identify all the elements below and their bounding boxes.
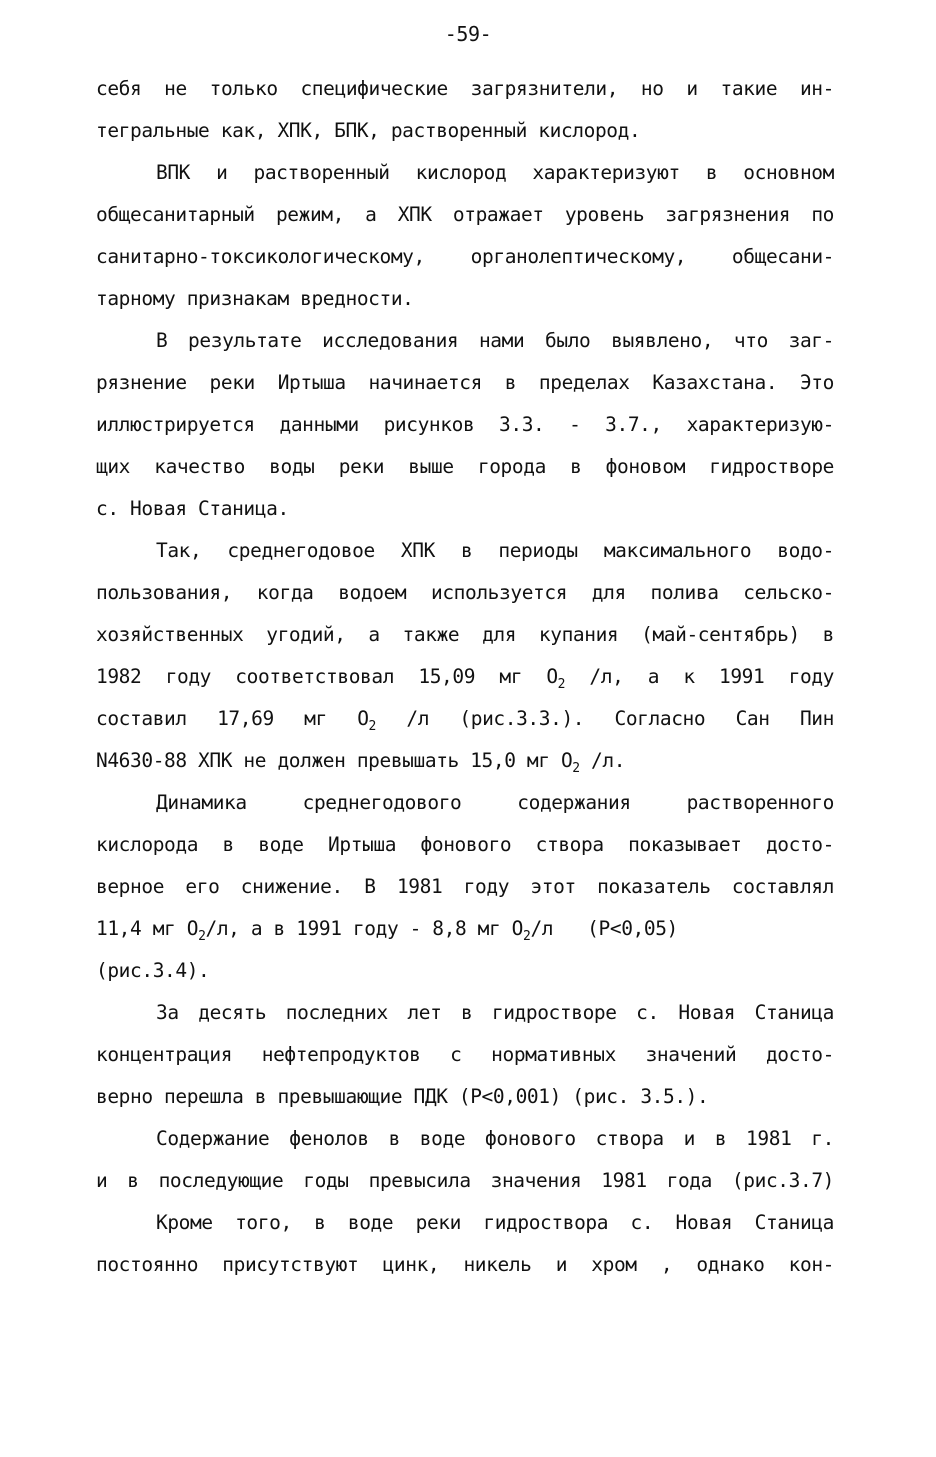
text-line: общесанитарный режим, а ХПК отражает уровень загрязнения по [96, 203, 834, 226]
text-line: щих качество воды реки выше города в фоновом гидростворе [96, 455, 834, 478]
text-line: Так, среднегодовое ХПК в периоды максимального водо- [156, 539, 834, 562]
text-line: Динамика среднегодового содержания растворенного [156, 791, 834, 814]
text-line: N4630-88 ХПК не должен превышать 15,0 мг $О_2$ /л. [96, 749, 626, 776]
text-line: ВПК и растворенный кислород характеризуют в основном [156, 161, 834, 184]
text-line: Содержание фенолов в воде фонового створа и в 1981 г. [156, 1127, 834, 1150]
text-line: с. Новая Станица. [96, 497, 289, 520]
text-line: себя не только специфические загрязнители, но и такие ин- [96, 77, 834, 100]
text-line: пользования, когда водоем используется для полива сельско- [96, 581, 834, 604]
text-line: постоянно присутствуют цинк, никель и хром , однако кон- [96, 1253, 834, 1276]
text-line: В результате исследования нами было выявлено, что заг- [156, 329, 834, 352]
text-line: тегральные как, ХПК, БПК, растворенный кислород. [96, 119, 641, 142]
text-line: 11,4 мг $О_2/л$, а в 1991 году - 8,8 мг $О_2/л$ (Р<0,05) [96, 917, 678, 944]
text-line: кислорода в воде Иртыша фонового створа показывает досто- [96, 833, 834, 856]
text-line: иллюстрируется данными рисунков 3.3. - 3.7., характеризую- [96, 413, 834, 436]
page-number: -59- [444, 22, 492, 46]
text-line: концентрация нефтепродуктов с нормативных значений досто- [96, 1043, 834, 1066]
text-line: санитарно-токсикологическому, органолептическому, общесани- [96, 245, 834, 268]
text-line: составил 17,69 мг $О_2$ /л (рис.3.3.). Согласно Сан Пин [96, 707, 834, 734]
text-line: рязнение реки Иртыша начинается в пределах Казахстана. Это [96, 371, 834, 394]
text-line: Кроме того, в воде реки гидроствора с. Новая Станица [156, 1211, 834, 1234]
text-line: верно перешла в превышающие ПДК (Р<0,001) (рис. 3.5.). [96, 1085, 709, 1108]
text-line: 1982 году соответствовал 15,09 мг $О_2$ /л, а к 1991 году [96, 665, 834, 692]
text-line: хозяйственных угодий, а также для купания (май-сентябрь) в [96, 623, 834, 646]
text-line: За десять последних лет в гидростворе с. Новая Станица [156, 1001, 834, 1024]
text-line: верное его снижение. В 1981 году этот показатель составлял [96, 875, 834, 898]
text-line: (рис.3.4). [96, 959, 210, 982]
text-line: и в последующие годы превысила значения 1981 года (рис.3.7) [96, 1169, 834, 1192]
text-line: тарному признакам вредности. [96, 287, 414, 310]
